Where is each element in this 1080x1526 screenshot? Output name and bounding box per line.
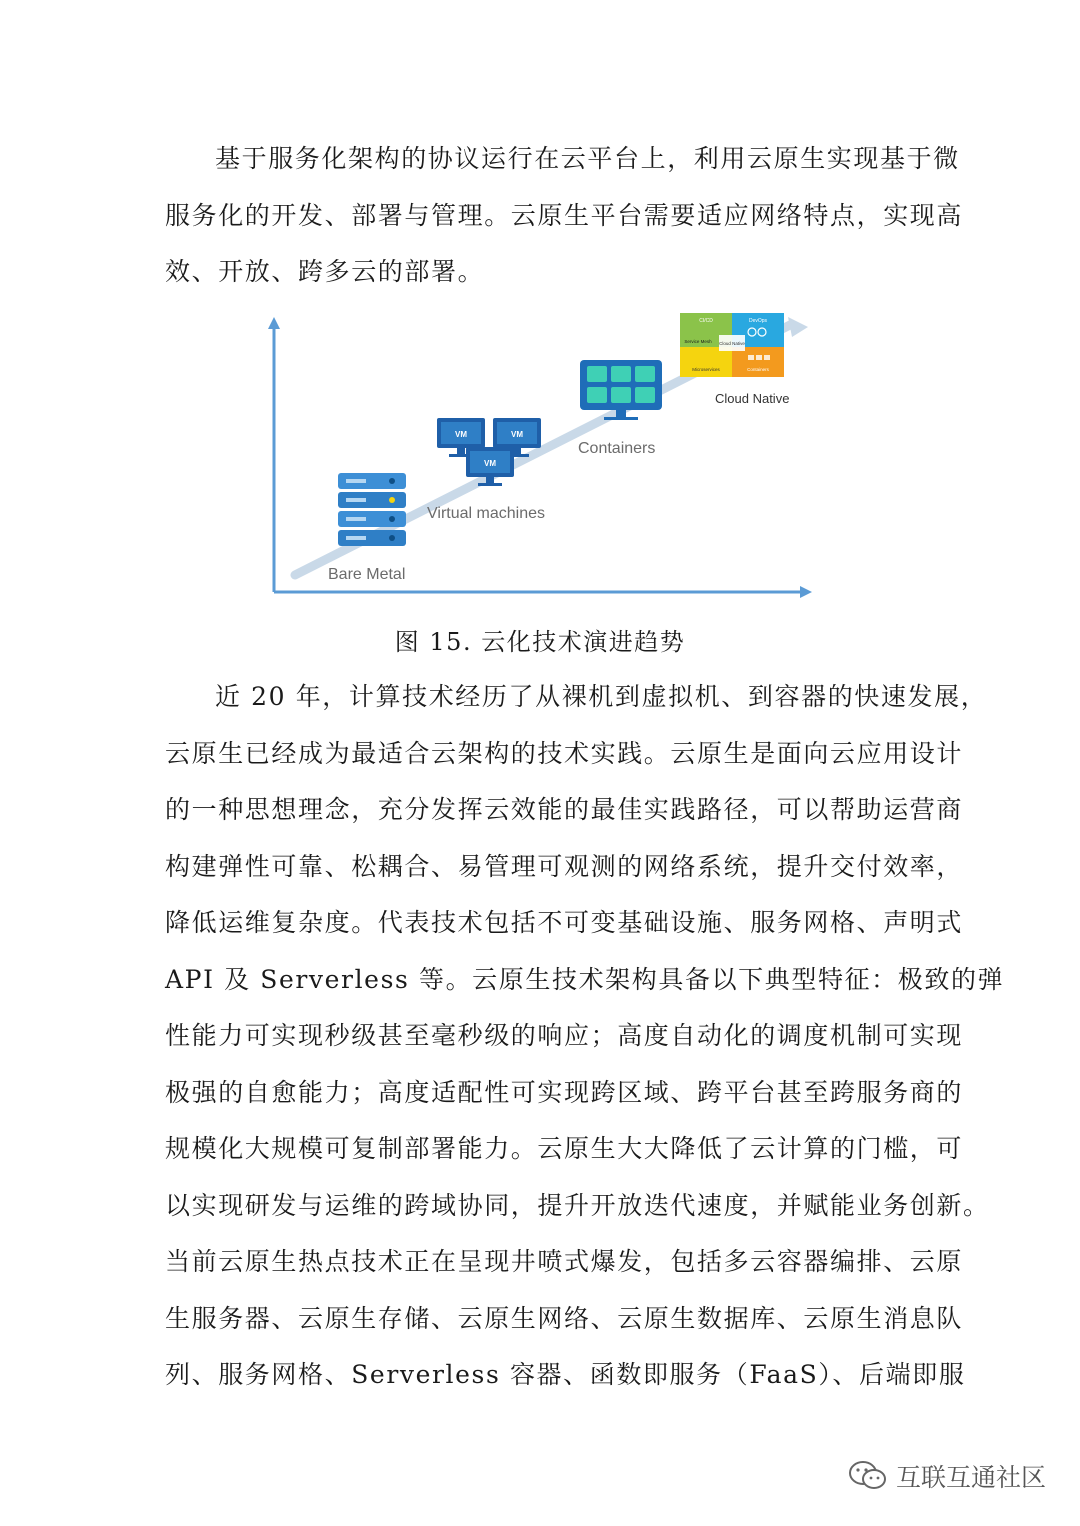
bare-metal-label: Bare Metal xyxy=(328,566,406,583)
paragraph-body xyxy=(165,669,1005,1404)
paragraph-line: 构建弹性可靠、松耦合、易管理可观测的网络系统，提升交付效率， xyxy=(165,851,964,881)
x-axis-arrowhead xyxy=(800,586,812,598)
containers-label: Containers xyxy=(578,440,656,457)
paragraph-intro xyxy=(165,131,964,301)
tile-label: Cloud Native xyxy=(719,341,745,346)
paragraph-line: API 及 Serverless 等。云原生技术架构具备以下典型特征：极致的弹 xyxy=(165,964,1005,994)
trend-arrowhead xyxy=(788,317,808,337)
paragraph-line: 以实现研发与运维的跨域协同，提升开放迭代速度，并赋能业务创新。 xyxy=(165,1190,990,1220)
paragraph-line: 效、开放、跨多云的部署。 xyxy=(165,257,485,286)
paragraph-line: 列、服务网格、Serverless 容器、函数即服务（FaaS）、后端即服 xyxy=(165,1360,966,1389)
figure-caption: 图 15. 云化技术演进趋势 xyxy=(394,628,686,656)
vm-label: VM xyxy=(455,430,467,439)
server-rack-icon xyxy=(338,473,406,546)
vm-label: VM xyxy=(511,430,523,439)
cloud-native-label: Cloud Native xyxy=(715,391,790,406)
tile-label: DevOps xyxy=(748,318,768,324)
tile-label: CI/CD xyxy=(699,318,713,324)
paragraph-line: 基于服务化架构的协议运行在云平台上，利用云原生实现基于微 xyxy=(215,144,960,173)
paragraph-line: 云原生已经成为最适合云架构的技术实践。云原生是面向云应用设计 xyxy=(165,738,964,768)
cloud-native-icon xyxy=(680,313,784,377)
paragraph-line: 性能力可实现秒级甚至毫秒级的响应；高度自动化的调度机制可实现 xyxy=(165,1021,964,1050)
tile-label: Containers xyxy=(747,367,769,372)
wechat-icon xyxy=(848,1460,888,1492)
paragraph-line: 极强的自愈能力；高度适配性可实现跨区域、跨平台甚至跨服务商的 xyxy=(165,1077,964,1107)
containers-icon xyxy=(580,360,662,420)
paragraph-line: 当前云原生热点技术正在呈现井喷式爆发，包括多云容器编排、云原 xyxy=(165,1247,964,1276)
paragraph-line: 生服务器、云原生存储、云原生网络、云原生数据库、云原生消息队 xyxy=(165,1303,964,1333)
paragraph-line: 规模化大规模可复制部署能力。云原生大大降低了云计算的门槛，可 xyxy=(165,1134,964,1163)
paragraph-line: 服务化的开发、部署与管理。云原生平台需要适应网络特点，实现高 xyxy=(165,200,964,230)
vm-label: VM xyxy=(484,459,496,468)
paragraph-line: 降低运维复杂度。代表技术包括不可变基础设施、服务网格、声明式 xyxy=(165,908,964,937)
virtual-machines-label: Virtual machines xyxy=(427,505,545,522)
wechat-watermark xyxy=(848,1458,1046,1494)
paragraph-line: 的一种思想理念，充分发挥云效能的最佳实践路径，可以帮助运营商 xyxy=(165,795,964,824)
cloud-evolution-figure xyxy=(240,305,820,605)
tile-label: Microservices xyxy=(692,367,720,372)
y-axis-arrowhead xyxy=(268,317,280,329)
tile-label: Service Mesh xyxy=(684,339,712,344)
paragraph-line: 近 20 年，计算技术经历了从裸机到虚拟机、到容器的快速发展， xyxy=(215,682,988,711)
watermark-text: 互联互通社区 xyxy=(895,1463,1046,1492)
